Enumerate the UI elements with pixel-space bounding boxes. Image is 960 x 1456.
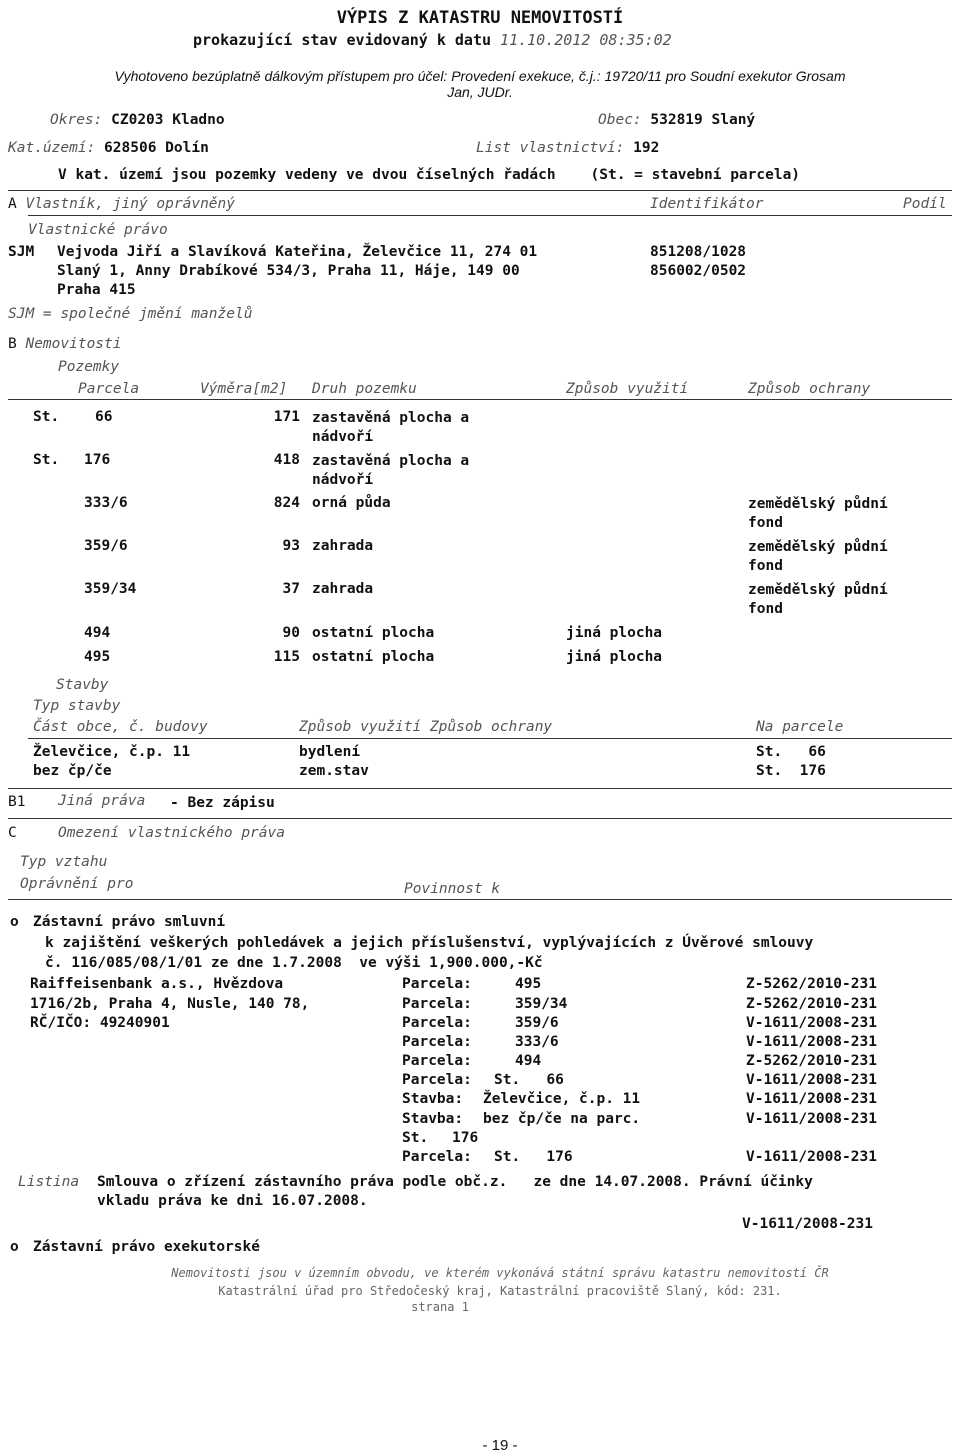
list-label: List vlastnictví: <box>476 140 625 156</box>
parcel-number: 359/6 <box>84 538 128 554</box>
obligation-ref: V-1611/2008-231 <box>746 1149 877 1165</box>
obligation-value: 359/34 <box>515 996 568 1012</box>
parcel-number: 176 <box>84 452 111 468</box>
parcel-prefix: St. <box>33 409 60 425</box>
building-location: Želevčice, č.p. 11 <box>33 744 191 760</box>
obligation-value: St. 66 <box>494 1072 564 1088</box>
typ-vztahu-label: Typ vztahu <box>20 854 108 870</box>
listina-line-1: Smlouva o zřízení zástavního práva podle obč.z. ze dne 14.07.2008. Právní účinky <box>97 1174 813 1190</box>
parcel-area: 824 <box>273 495 300 511</box>
section-b1-value: - Bez zápisu <box>170 795 275 811</box>
obligation-ref: Z-5262/2010-231 <box>746 1053 877 1069</box>
opravneni-pro-label: Oprávnění pro <box>20 876 134 892</box>
divider <box>8 399 952 400</box>
section-c-title: Omezení vlastnického práva <box>58 825 285 841</box>
obligation-ref: V-1611/2008-231 <box>746 1091 877 1107</box>
creditor-line: RČ/IČO: 49240901 <box>30 1015 170 1031</box>
divider <box>8 899 952 900</box>
parcel-protection: zemědělský půdní fond <box>748 496 888 531</box>
lien-description-2: č. 116/085/08/1/01 ze dne 1.7.2008 ve výši 1,900.000,-Kč <box>45 955 543 971</box>
obligation-label: Parcela: <box>402 1015 472 1031</box>
document-subtitle <box>193 31 672 49</box>
obligation-label: Stavba: <box>402 1091 464 1107</box>
owner-identifier: 856002/0502 <box>650 263 747 279</box>
divider <box>8 190 952 191</box>
okres-label: Okres: <box>50 112 103 128</box>
typ-stavby-label: Typ stavby <box>33 698 121 714</box>
obligation-value: St. 176 <box>494 1149 573 1165</box>
subtitle-prefix: prokazující stav evidovaný k datu <box>193 31 492 49</box>
footer-line-2: Katastrální úřad pro Středočeský kraj, Katastrální pracoviště Slaný, kód: 231. <box>218 1284 782 1298</box>
parcel-series-note: V kat. území jsou pozemky vedeny ve dvou číselných řadách (St. = stavební parcela) <box>58 167 801 183</box>
obligation-value: 359/6 <box>515 1015 559 1031</box>
parcel-area: 171 <box>273 409 300 425</box>
lien-description-1: k zajištění veškerých pohledávek a jejich příslušenství, vyplývajících z Úvěrové smlouvy <box>45 935 814 951</box>
snapshot-timestamp: 11.10.2012 08:35:02 <box>500 31 672 49</box>
col-parcela: Parcela <box>78 381 140 397</box>
vlastnicke-pravo-title: Vlastnické právo <box>28 222 168 238</box>
parcel-area: 418 <box>273 452 300 468</box>
obligation-label: Parcela: <box>402 1072 472 1088</box>
pozemky-title: Pozemky <box>58 359 120 375</box>
execution-lien-title: Zástavní právo exekutorské <box>33 1239 260 1255</box>
obligation-label: Parcela: <box>402 996 472 1012</box>
col-druh: Druh pozemku <box>312 381 417 397</box>
owner-line: Praha 415 <box>57 282 136 298</box>
parcel-protection: zemědělský půdní fond <box>748 582 888 617</box>
col-na-parcele: Na parcele <box>756 719 844 735</box>
parcel-area: 93 <box>282 538 300 554</box>
okres-value: CZ0203 Kladno <box>111 112 225 128</box>
document-title: VÝPIS Z KATASTRU NEMOVITOSTÍ <box>336 8 624 28</box>
parcel-number: 333/6 <box>84 495 128 511</box>
obligation-ref: V-1611/2008-231 <box>746 1111 877 1127</box>
parcel-type: zahrada <box>312 538 374 554</box>
building-parcel: St. 66 <box>756 744 826 760</box>
obligation-value: bez čp/če na parc. <box>483 1111 641 1127</box>
parcel-number: 359/34 <box>84 581 137 597</box>
parcel-type: ostatní plocha <box>312 649 435 665</box>
obligation-value: Želevčice, č.p. 11 <box>483 1091 641 1107</box>
stavby-title: Stavby <box>56 677 109 693</box>
katuzemi-row <box>8 140 209 156</box>
parcel-type: zastavěná plocha a nádvoří <box>312 410 470 445</box>
obligation-ref: Z-5262/2010-231 <box>746 976 877 992</box>
section-c-letter: C <box>8 825 17 841</box>
creditor-line: Raiffeisenbank a.s., Hvězdova <box>30 976 284 992</box>
page-number: - 19 - <box>482 1437 518 1454</box>
obligation-value: 333/6 <box>515 1034 559 1050</box>
item-bullet-1: o <box>10 914 19 930</box>
parcel-type: zahrada <box>312 581 374 597</box>
katuzemi-value: 628506 Dolín <box>104 140 209 156</box>
okres-row <box>50 112 225 128</box>
parcel-usage: jiná plocha <box>566 625 663 641</box>
list-vlastnictvi-row <box>476 140 659 156</box>
obligation-value: 495 <box>515 976 542 992</box>
owner-line: Vejvoda Jiří a Slavíková Kateřina, Želevčice 11, 274 01 <box>57 244 538 260</box>
katuzemi-label: Kat.území: <box>8 140 96 156</box>
owner-prefix: SJM <box>8 244 35 260</box>
obligation-ref: V-1611/2008-231 <box>746 1015 877 1031</box>
parcel-number: 66 <box>95 409 113 425</box>
parcel-area: 90 <box>282 625 300 641</box>
listina-ref: V-1611/2008-231 <box>742 1216 873 1232</box>
podil-header: Podíl <box>903 196 947 212</box>
divider <box>8 818 952 819</box>
obligation-value: 494 <box>515 1053 542 1069</box>
notice-line-1: Vyhotoveno bezúplatně dálkovým přístupem pro účel: Provedení exekuce, č.j.: 19720/11 pro Soudní exekutor Grosam <box>114 68 846 84</box>
building-usage: zem.stav <box>299 763 369 779</box>
obec-row <box>598 112 755 128</box>
col-vymera: Výměra[m2] <box>200 381 288 397</box>
obligation-label: Parcela: <box>402 976 472 992</box>
parcel-number: 495 <box>84 649 111 665</box>
obligation-ref: V-1611/2008-231 <box>746 1034 877 1050</box>
obligation-label: St. <box>402 1130 429 1146</box>
owner-identifier: 851208/1028 <box>650 244 747 260</box>
item-bullet-2: o <box>10 1239 19 1255</box>
section-b-letter: B <box>8 336 17 352</box>
parcel-prefix: St. <box>33 452 60 468</box>
building-usage: bydlení <box>299 744 361 760</box>
list-value: 192 <box>633 140 660 156</box>
col-vyuziti-ochrana: Způsob využití Způsob ochrany <box>299 719 553 735</box>
footer-line-1: Nemovitosti jsou v územním obvodu, ve kterém vykonává státní správu katastru nemovitostí ČR <box>171 1266 829 1280</box>
sjm-footnote: SJM = společné jmění manželů <box>8 306 253 322</box>
footer-page-info: strana 1 <box>411 1300 469 1314</box>
lien-title: Zástavní právo smluvní <box>33 914 226 930</box>
section-a-header <box>8 196 235 212</box>
section-a-letter: A <box>8 196 17 212</box>
obligation-ref: Z-5262/2010-231 <box>746 996 877 1012</box>
section-b-header <box>8 336 122 352</box>
col-vyuziti: Způsob využití <box>566 381 689 397</box>
owner-line: Slaný 1, Anny Drabíkové 534/3, Praha 11, Háje, 149 00 <box>57 263 520 279</box>
building-location: bez čp/če <box>33 763 112 779</box>
parcel-area: 115 <box>273 649 300 665</box>
obligation-label: Stavba: <box>402 1111 464 1127</box>
building-parcel: St. 176 <box>756 763 826 779</box>
col-ochrana: Způsob ochrany <box>748 381 871 397</box>
parcel-type: ostatní plocha <box>312 625 435 641</box>
obligation-label: Parcela: <box>402 1149 472 1165</box>
divider <box>28 215 952 216</box>
povinnost-k-label: Povinnost k <box>404 881 501 897</box>
parcel-protection: zemědělský půdní fond <box>748 539 888 574</box>
parcel-usage: jiná plocha <box>566 649 663 665</box>
parcel-type: orná půda <box>312 495 391 511</box>
obligation-value: 176 <box>452 1130 479 1146</box>
notice-line-2: Jan, JUDr. <box>447 84 513 100</box>
obligation-ref: V-1611/2008-231 <box>746 1072 877 1088</box>
listina-line-2: vkladu práva ke dni 16.07.2008. <box>97 1193 368 1209</box>
parcel-area: 37 <box>282 581 300 597</box>
obligation-label: Parcela: <box>402 1053 472 1069</box>
parcel-type: zastavěná plocha a nádvoří <box>312 453 470 488</box>
identifikator-header: Identifikátor <box>650 196 764 212</box>
section-b1-letter: B1 <box>8 794 26 810</box>
section-a-title: Vlastník, jiný oprávněný <box>25 196 235 212</box>
col-cast-obce: Část obce, č. budovy <box>33 719 208 735</box>
section-b-title: Nemovitosti <box>25 336 122 352</box>
obligation-label: Parcela: <box>402 1034 472 1050</box>
obec-label: Obec: <box>598 112 642 128</box>
creditor-line: 1716/2b, Praha 4, Nusle, 140 78, <box>30 996 310 1012</box>
listina-label: Listina <box>18 1174 80 1190</box>
section-b1-title: Jiná práva <box>58 793 146 809</box>
divider <box>8 788 952 789</box>
divider <box>28 738 952 739</box>
parcel-number: 494 <box>84 625 111 641</box>
obec-value: 532819 Slaný <box>650 112 756 128</box>
